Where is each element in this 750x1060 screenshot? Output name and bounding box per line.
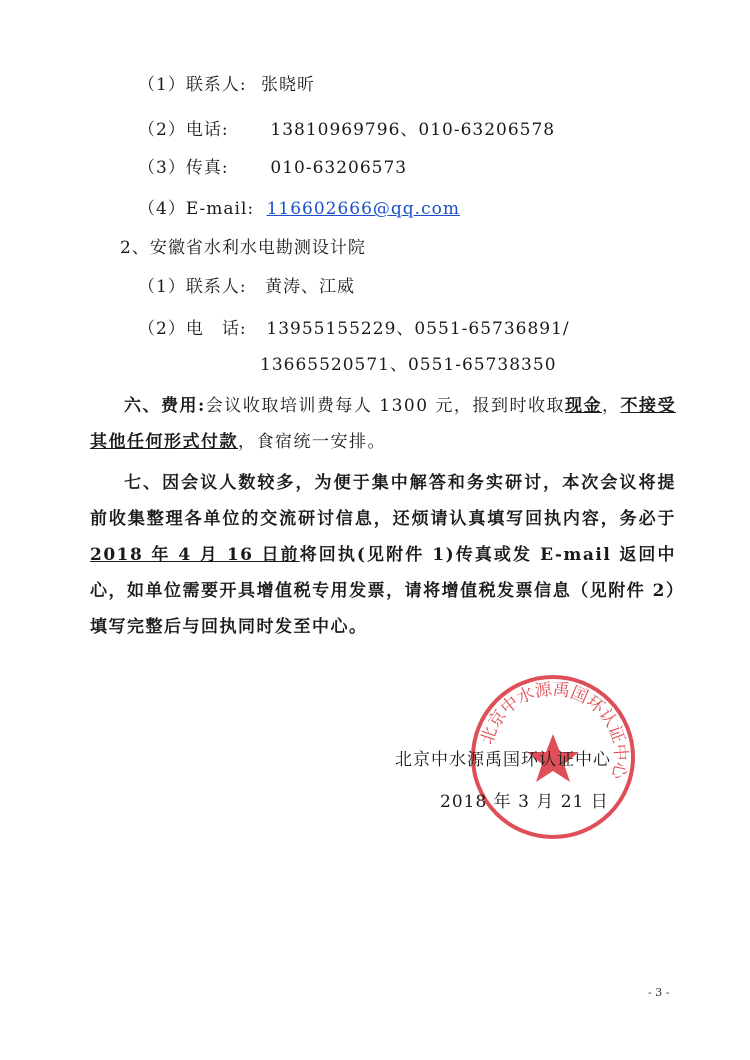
- contact1-fax-label: （3）传真:: [138, 158, 229, 178]
- contact1-phone-label: （2）电话:: [138, 120, 229, 140]
- org2-phone-line: [138, 318, 570, 340]
- contact1-email-link[interactable]: 116602666@qq.com: [266, 199, 460, 219]
- section6-emph-cash: 现金: [564, 396, 602, 416]
- contact1-person-line: [138, 74, 315, 96]
- contact1-phone-value: 13810969796、010-63206578: [270, 120, 556, 140]
- org2-title: 2、安徽省水利水电勘测设计院: [120, 238, 366, 258]
- contact1-fax-value: 010-63206573: [270, 158, 408, 178]
- org2-person-label: （1）联系人:: [138, 277, 247, 297]
- section7-paragraph: [90, 465, 676, 645]
- section6-punct: ，: [601, 396, 621, 416]
- section7-deadline: 2018 年 4 月 16 日前: [90, 545, 300, 565]
- section7-text-a: 七、因会议人数较多，为便于集中解答和务实研讨，本次会议将提前收集整理各单位的交流研讨信息，还烦请认真填写回执内容，务必于: [90, 473, 676, 529]
- org2-person-line: [138, 276, 355, 298]
- org2-phone-label: （2）电 话:: [138, 319, 247, 339]
- org2-phone-value-line2: 13665520571、0551-65738350: [260, 355, 557, 375]
- contact1-phone-line: [138, 119, 555, 141]
- section6-text-a: 会议收取培训费每人 1300 元，报到时收取: [205, 396, 565, 416]
- page-number: - 3 -: [648, 986, 670, 999]
- org2-person-value: 黄涛、江威: [264, 277, 355, 297]
- contact1-fax-line: [138, 157, 407, 179]
- section6-paragraph: [90, 388, 676, 460]
- section6-heading: 六、费用:: [124, 396, 206, 416]
- signature-date: 2018 年 3 月 21 日: [440, 792, 609, 812]
- signature-org: 北京中水源禹国环认证中心: [395, 750, 611, 770]
- section6-text-b: ，食宿统一安排。: [238, 432, 386, 452]
- contact1-email-line: [138, 198, 460, 220]
- section6-emph-no-other: 不接受其他任何形式付款: [90, 396, 677, 452]
- contact1-email-label: （4）E-mail:: [138, 199, 255, 219]
- org2-phone-value-line1: 13955155229、0551-65736891/: [266, 319, 570, 339]
- section7-text-b: 将回执(见附件 1)传真或发 E-mail 返回中心，如单位需要开具增值税专用发票，请将增值税发票信息（见附件 2）填写完整后与回执同时发至中心。: [90, 545, 676, 637]
- contact1-person-value: 张晓昕: [260, 75, 315, 95]
- seal-arc-textpath: 北京中水源禹国环认证中心: [477, 679, 631, 781]
- contact1-person-label: （1）联系人:: [138, 75, 247, 95]
